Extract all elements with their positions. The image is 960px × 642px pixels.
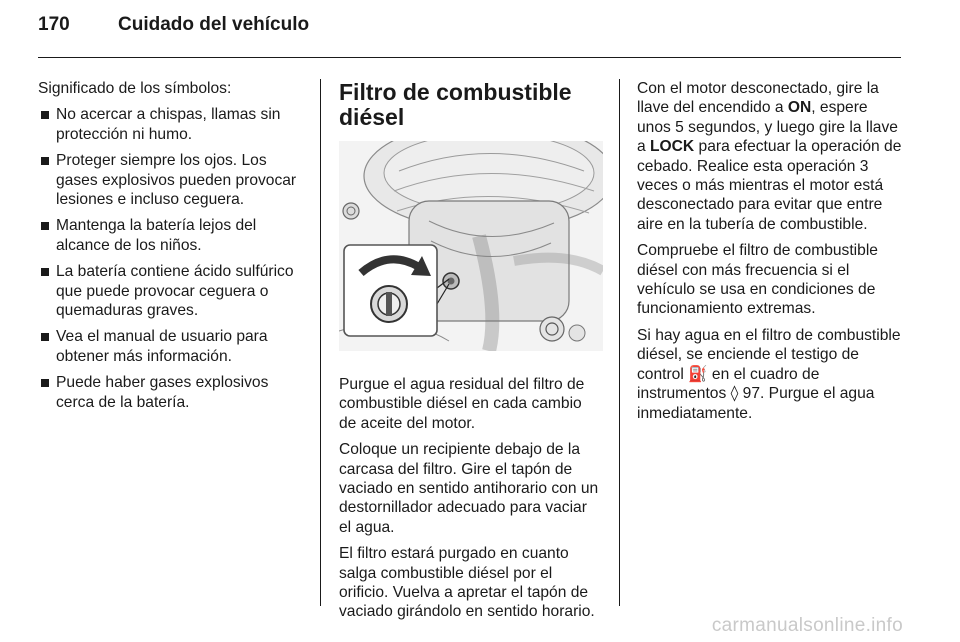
paragraph: Purgue el agua residual del filtro de combustible diésel en cada cambio de aceite del motor. <box>339 376 585 432</box>
water-in-fuel-icon: ⛽ <box>688 364 708 383</box>
header-rule <box>38 57 901 58</box>
symbols-list <box>38 105 304 412</box>
key-position-lock: LOCK <box>650 138 695 156</box>
fuel-filter-illustration <box>339 141 603 351</box>
column-priming <box>637 79 903 430</box>
list-item: Mantenga la batería lejos del alcance de los niños. <box>38 216 304 255</box>
page-title: Cuidado del vehículo <box>118 14 310 35</box>
column-filter <box>339 79 603 629</box>
list-item: La batería contiene ácido sulfúrico que puede provocar ceguera o quemaduras graves. <box>38 262 304 320</box>
watermark: carmanualsonline.info <box>711 615 903 636</box>
paragraph: El filtro estará purgado en cuanto salga combustible diésel por el orificio. Vuelva a apretar el tapón de vaciado girándolo en sentido horario. <box>339 545 595 621</box>
column-divider <box>619 79 620 606</box>
text-run: Con el motor desconectado, gire la llave del encendido a <box>637 80 879 117</box>
text-run: Si hay agua en el filtro de combustible diésel, se enciende el testigo de control <box>637 326 901 383</box>
column-symbols <box>38 79 304 419</box>
list-item: Puede haber gases explosivos cerca de la batería. <box>38 373 304 412</box>
column-divider <box>320 79 321 606</box>
section-heading: Filtro de combustible diésel <box>339 79 572 130</box>
text-run: 97. Purgue el agua inmediatamente. <box>637 385 875 422</box>
list-item: Vea el manual de usuario para obtener más información. <box>38 327 304 366</box>
text-run: , espere unos 5 segundos, y luego gire la llave a <box>637 99 898 156</box>
text-run: para efectuar la operación de cebado. Realice esta operación 3 veces o más mientras el motor está desconectado para evitar que entre aire en la tubería de combustible. <box>637 138 902 233</box>
page-reference-icon: ◊ <box>730 384 739 403</box>
paragraph: Coloque un recipiente debajo de la carcasa del filtro. Gire el tapón de vaciado en sentido antihorario con un destornillador adecuado para vaciar el agua. <box>339 441 599 536</box>
paragraph: Compruebe el filtro de combustible diésel con más frecuencia si el vehículo se usa en condiciones de funcionamiento extremas. <box>637 242 878 318</box>
paragraph-warning <box>637 326 903 423</box>
list-item: No acercar a chispas, llamas sin protección ni humo. <box>38 105 304 144</box>
symbols-intro: Significado de los símbolos: <box>38 80 232 97</box>
page-number: 170 <box>38 14 70 35</box>
text-run: en el cuadro de instrumentos <box>637 365 820 403</box>
paragraph-priming <box>637 79 903 234</box>
list-item: Proteger siempre los ojos. Los gases explosivos pueden provocar lesiones e incluso ceguera. <box>38 151 304 209</box>
key-position-on: ON <box>787 99 812 117</box>
